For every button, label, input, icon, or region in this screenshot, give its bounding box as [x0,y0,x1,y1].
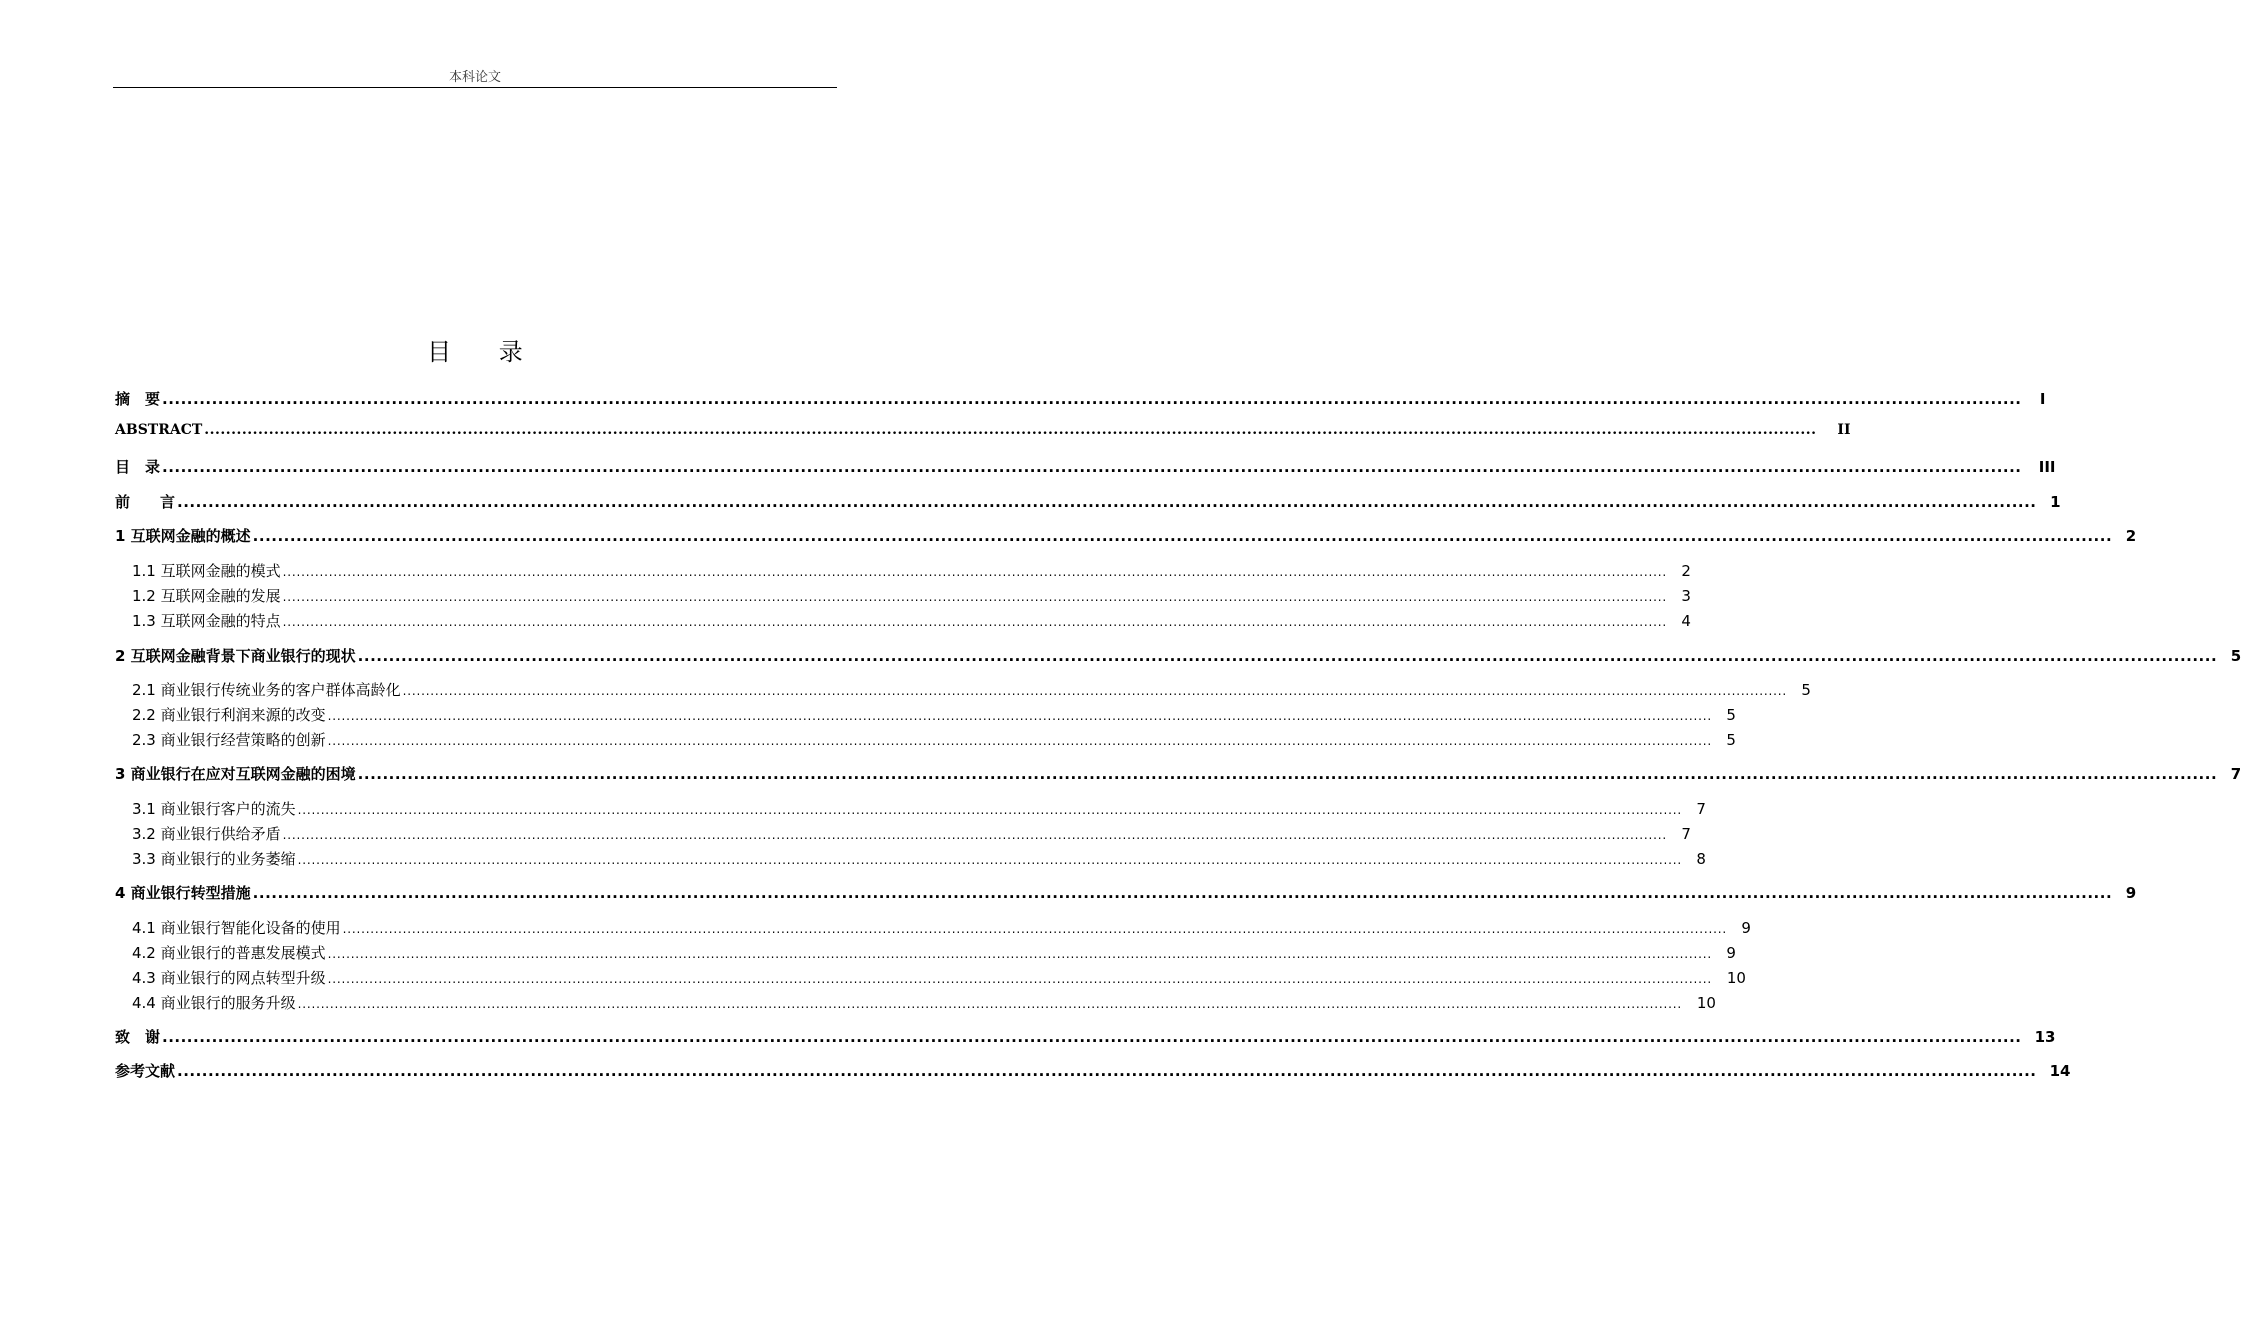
toc-entry-page: 2 [1681,562,1691,580]
toc-entry[interactable] [115,1060,2071,1081]
toc-entry[interactable] [132,679,1811,700]
toc-leader-dots: ............................................................................................................................................................................................................................................................................................................ [177,493,2037,511]
toc-entry[interactable] [115,763,2241,784]
toc-leader-dots: ............................................................................................................................................................................................................................................................................................................ [282,828,1667,842]
toc-entry-page: 13 [2034,1028,2056,1046]
page-header: 本科论文 [113,66,837,88]
toc-entry-page: 2 [2125,527,2137,545]
toc-entry-page: 9 [2125,884,2137,902]
toc-leader-dots: ............................................................................................................................................................................................................................................................................................................ [297,853,1682,867]
toc-entry-page: 5 [1726,731,1736,749]
toc-entry-page: 8 [1696,850,1706,868]
toc-leader-dots: ............................................................................................................................................................................................................................................................................................................ [327,972,1712,986]
toc-leader-dots: ............................................................................................................................................................................................................................................................................................................ [162,1028,2022,1046]
toc-entry-label: 前 言 [115,493,176,511]
toc-leader-dots: ............................................................................................................................................................................................................................................................................................................ [342,922,1727,936]
toc-entry-label: 2 互联网金融背景下商业银行的现状 [115,647,356,665]
toc-entry[interactable] [132,610,1691,631]
toc-leader-dots: ............................................................................................................................................................................................................................................................................................................ [282,590,1667,604]
toc-leader-dots: ............................................................................................................................................................................................................................................................................................................ [357,765,2218,783]
toc-entry[interactable] [115,388,2046,409]
toc-entry-page: 10 [1726,969,1746,987]
toc-entry[interactable] [115,525,2137,546]
toc-entry-label: 2.2 商业银行利润来源的改变 [132,706,326,724]
toc-leader-dots: ............................................................................................................................................................................................................................................................................................................ [177,1062,2037,1080]
toc-entry-page: 5 [1726,706,1736,724]
toc-entry[interactable] [132,848,1706,869]
toc-entry[interactable] [115,456,2056,477]
toc-entry[interactable] [132,992,1716,1013]
toc-entry-label: 3.3 商业银行的业务萎缩 [132,850,296,868]
toc-entry[interactable] [132,585,1691,606]
toc-entry-page: 9 [1741,919,1751,937]
toc-entry-label: 4.1 商业银行智能化设备的使用 [132,919,341,937]
toc-entry-label: 4 商业银行转型措施 [115,884,251,902]
toc-leader-dots: ............................................................................................................................................................................................................................................................................................................ [357,647,2218,665]
toc-entry-label: 4.2 商业银行的普惠发展模式 [132,944,326,962]
toc-entry-label: 3 商业银行在应对互联网金融的困境 [115,765,356,783]
toc-entry[interactable] [115,1026,2056,1047]
toc-entry-page: 3 [1681,587,1691,605]
toc-leader-dots: ............................................................................................................................................................................................................................................................................................................ [282,565,1667,579]
toc-entry-label: 4.4 商业银行的服务升级 [132,994,296,1012]
toc-entry[interactable] [132,823,1691,844]
toc-entry-label: 4.3 商业银行的网点转型升级 [132,969,326,987]
toc-leader-dots: ............................................................................................................................................................................................................................................................................................................ [162,390,2022,408]
toc-entry-page: 10 [1696,994,1716,1012]
toc-leader-dots: ............................................................................................................................................................................................................................................................................................................ [327,709,1712,723]
toc-entry-page: 7 [2230,765,2241,783]
toc-entry-page: 5 [1801,681,1811,699]
toc-entry[interactable] [115,645,2241,666]
toc-entry[interactable] [132,560,1691,581]
toc-entry[interactable] [132,798,1706,819]
toc-entry-page: 7 [1696,800,1706,818]
toc-entry[interactable] [132,942,1736,963]
toc-leader-dots: ............................................................................................................................................................................................................................................................................................................ [204,422,1817,438]
toc-leader-dots: ............................................................................................................................................................................................................................................................................................................ [282,615,1667,629]
toc-entry-label: 3.2 商业银行供给矛盾 [132,825,281,843]
toc-entry-page: 1 [2050,493,2061,511]
toc-entry[interactable] [115,882,2137,903]
toc-entry-page: 14 [2049,1062,2071,1080]
toc-entry-page: 7 [1681,825,1691,843]
toc-entry[interactable] [132,917,1751,938]
toc-leader-dots: ............................................................................................................................................................................................................................................................................................................ [297,997,1682,1011]
toc-entry-label: ABSTRACT [115,422,203,438]
toc-leader-dots: ............................................................................................................................................................................................................................................................................................................ [297,803,1682,817]
toc-entry[interactable] [115,422,1851,438]
toc-entry-page: II [1837,422,1851,438]
toc-entry[interactable] [132,704,1736,725]
toc-entry-page: 4 [1681,612,1691,630]
toc-entry-label: 1.2 互联网金融的发展 [132,587,281,605]
toc-entry-page: 5 [2230,647,2241,665]
toc-entry[interactable] [132,967,1746,988]
toc-entry-page: 9 [1726,944,1736,962]
toc-title: 目 录 [427,338,543,366]
toc-entry-page: III [2038,458,2056,476]
toc-entry-label: 致 谢 [115,1028,161,1046]
toc-entry-label: 3.1 商业银行客户的流失 [132,800,296,818]
toc-entry-label: 参考文献 [115,1062,176,1080]
toc-entry[interactable] [115,491,2061,512]
toc-entry-label: 1 互联网金融的概述 [115,527,251,545]
toc-leader-dots: ............................................................................................................................................................................................................................................................................................................ [252,527,2113,545]
toc-leader-dots: ............................................................................................................................................................................................................................................................................................................ [327,947,1712,961]
toc-leader-dots: ............................................................................................................................................................................................................................................................................................................ [252,884,2113,902]
toc-entry-label: 2.3 商业银行经营策略的创新 [132,731,326,749]
toc-leader-dots: ............................................................................................................................................................................................................................................................................................................ [402,684,1787,698]
toc-leader-dots: ............................................................................................................................................................................................................................................................................................................ [327,734,1712,748]
toc-entry-label: 目 录 [115,458,161,476]
toc-entry-page: I [2039,390,2046,408]
toc-leader-dots: ............................................................................................................................................................................................................................................................................................................ [162,458,2022,476]
toc-entry-label: 1.1 互联网金融的模式 [132,562,281,580]
toc-entry[interactable] [132,729,1736,750]
toc-entry-label: 摘 要 [115,390,161,408]
toc-entry-label: 1.3 互联网金融的特点 [132,612,281,630]
toc-entry-label: 2.1 商业银行传统业务的客户群体高龄化 [132,681,401,699]
